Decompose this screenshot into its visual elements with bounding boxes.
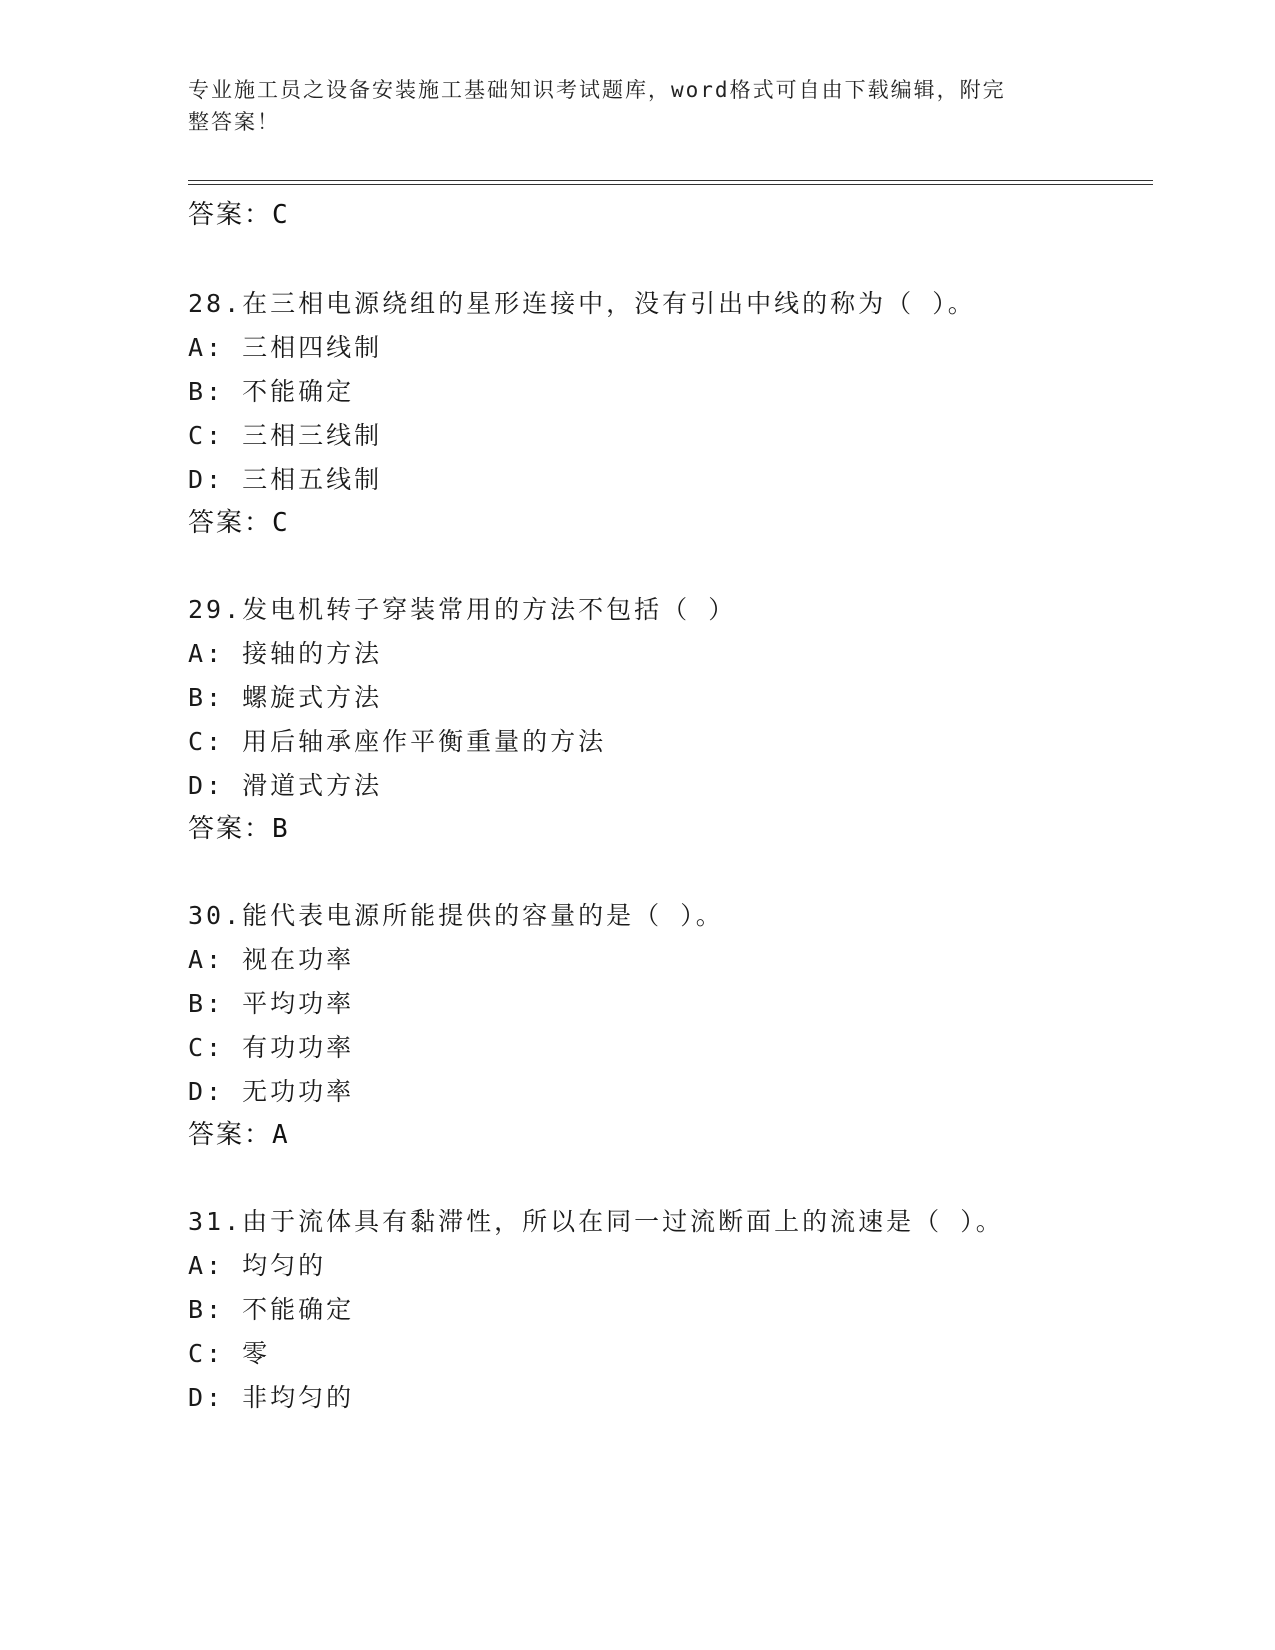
question-31-option-d: D: 非均匀的 [188, 1383, 355, 1412]
question-31-option-c: C: 零 [188, 1339, 271, 1368]
header-divider-top [188, 180, 1153, 181]
answer-label: 答案： [188, 1120, 273, 1150]
question-31-option-a: A: 均匀的 [188, 1251, 327, 1280]
question-30-option-c: C: 有功功率 [188, 1033, 355, 1062]
question-29-option-a: A: 接轴的方法 [188, 639, 383, 668]
header-line-2: 整答案！ [188, 110, 280, 134]
answer-previous [188, 194, 290, 231]
question-28-option-d: D: 三相五线制 [188, 465, 383, 494]
header-line-1: 专业施工员之设备安装施工基础知识考试题库，word格式可自由下载编辑，附完 [188, 78, 1006, 102]
answer-value: C [272, 508, 290, 538]
answer-value: C [272, 200, 290, 230]
question-29-option-d: D: 滑道式方法 [188, 771, 383, 800]
question-29-option-c: C: 用后轴承座作平衡重量的方法 [188, 727, 607, 756]
question-31-stem: 31.由于流体具有黏滞性，所以在同一过流断面上的流速是（ ）。 [188, 1207, 1004, 1236]
document-header [188, 74, 1068, 138]
question-30-option-b: B: 平均功率 [188, 989, 355, 1018]
question-30-answer [188, 1114, 290, 1151]
question-30-option-a: A: 视在功率 [188, 945, 355, 974]
question-28-option-a: A: 三相四线制 [188, 333, 383, 362]
question-29-stem: 29.发电机转子穿装常用的方法不包括（ ） [188, 595, 737, 624]
answer-label: 答案： [188, 814, 273, 844]
question-28-answer [188, 502, 290, 539]
header-divider-bottom [188, 184, 1153, 185]
question-28-option-b: B: 不能确定 [188, 377, 355, 406]
answer-value: B [272, 814, 290, 844]
answer-label: 答案： [188, 200, 273, 230]
question-28-option-c: C: 三相三线制 [188, 421, 383, 450]
question-29-answer [188, 808, 290, 845]
question-30-option-d: D: 无功功率 [188, 1077, 355, 1106]
question-29-option-b: B: 螺旋式方法 [188, 683, 383, 712]
answer-value: A [272, 1120, 290, 1150]
question-28-stem: 28.在三相电源绕组的星形连接中，没有引出中线的称为（ ）。 [188, 289, 976, 318]
question-31-option-b: B: 不能确定 [188, 1295, 355, 1324]
answer-label: 答案： [188, 508, 273, 538]
question-30-stem: 30.能代表电源所能提供的容量的是（ ）。 [188, 901, 724, 930]
